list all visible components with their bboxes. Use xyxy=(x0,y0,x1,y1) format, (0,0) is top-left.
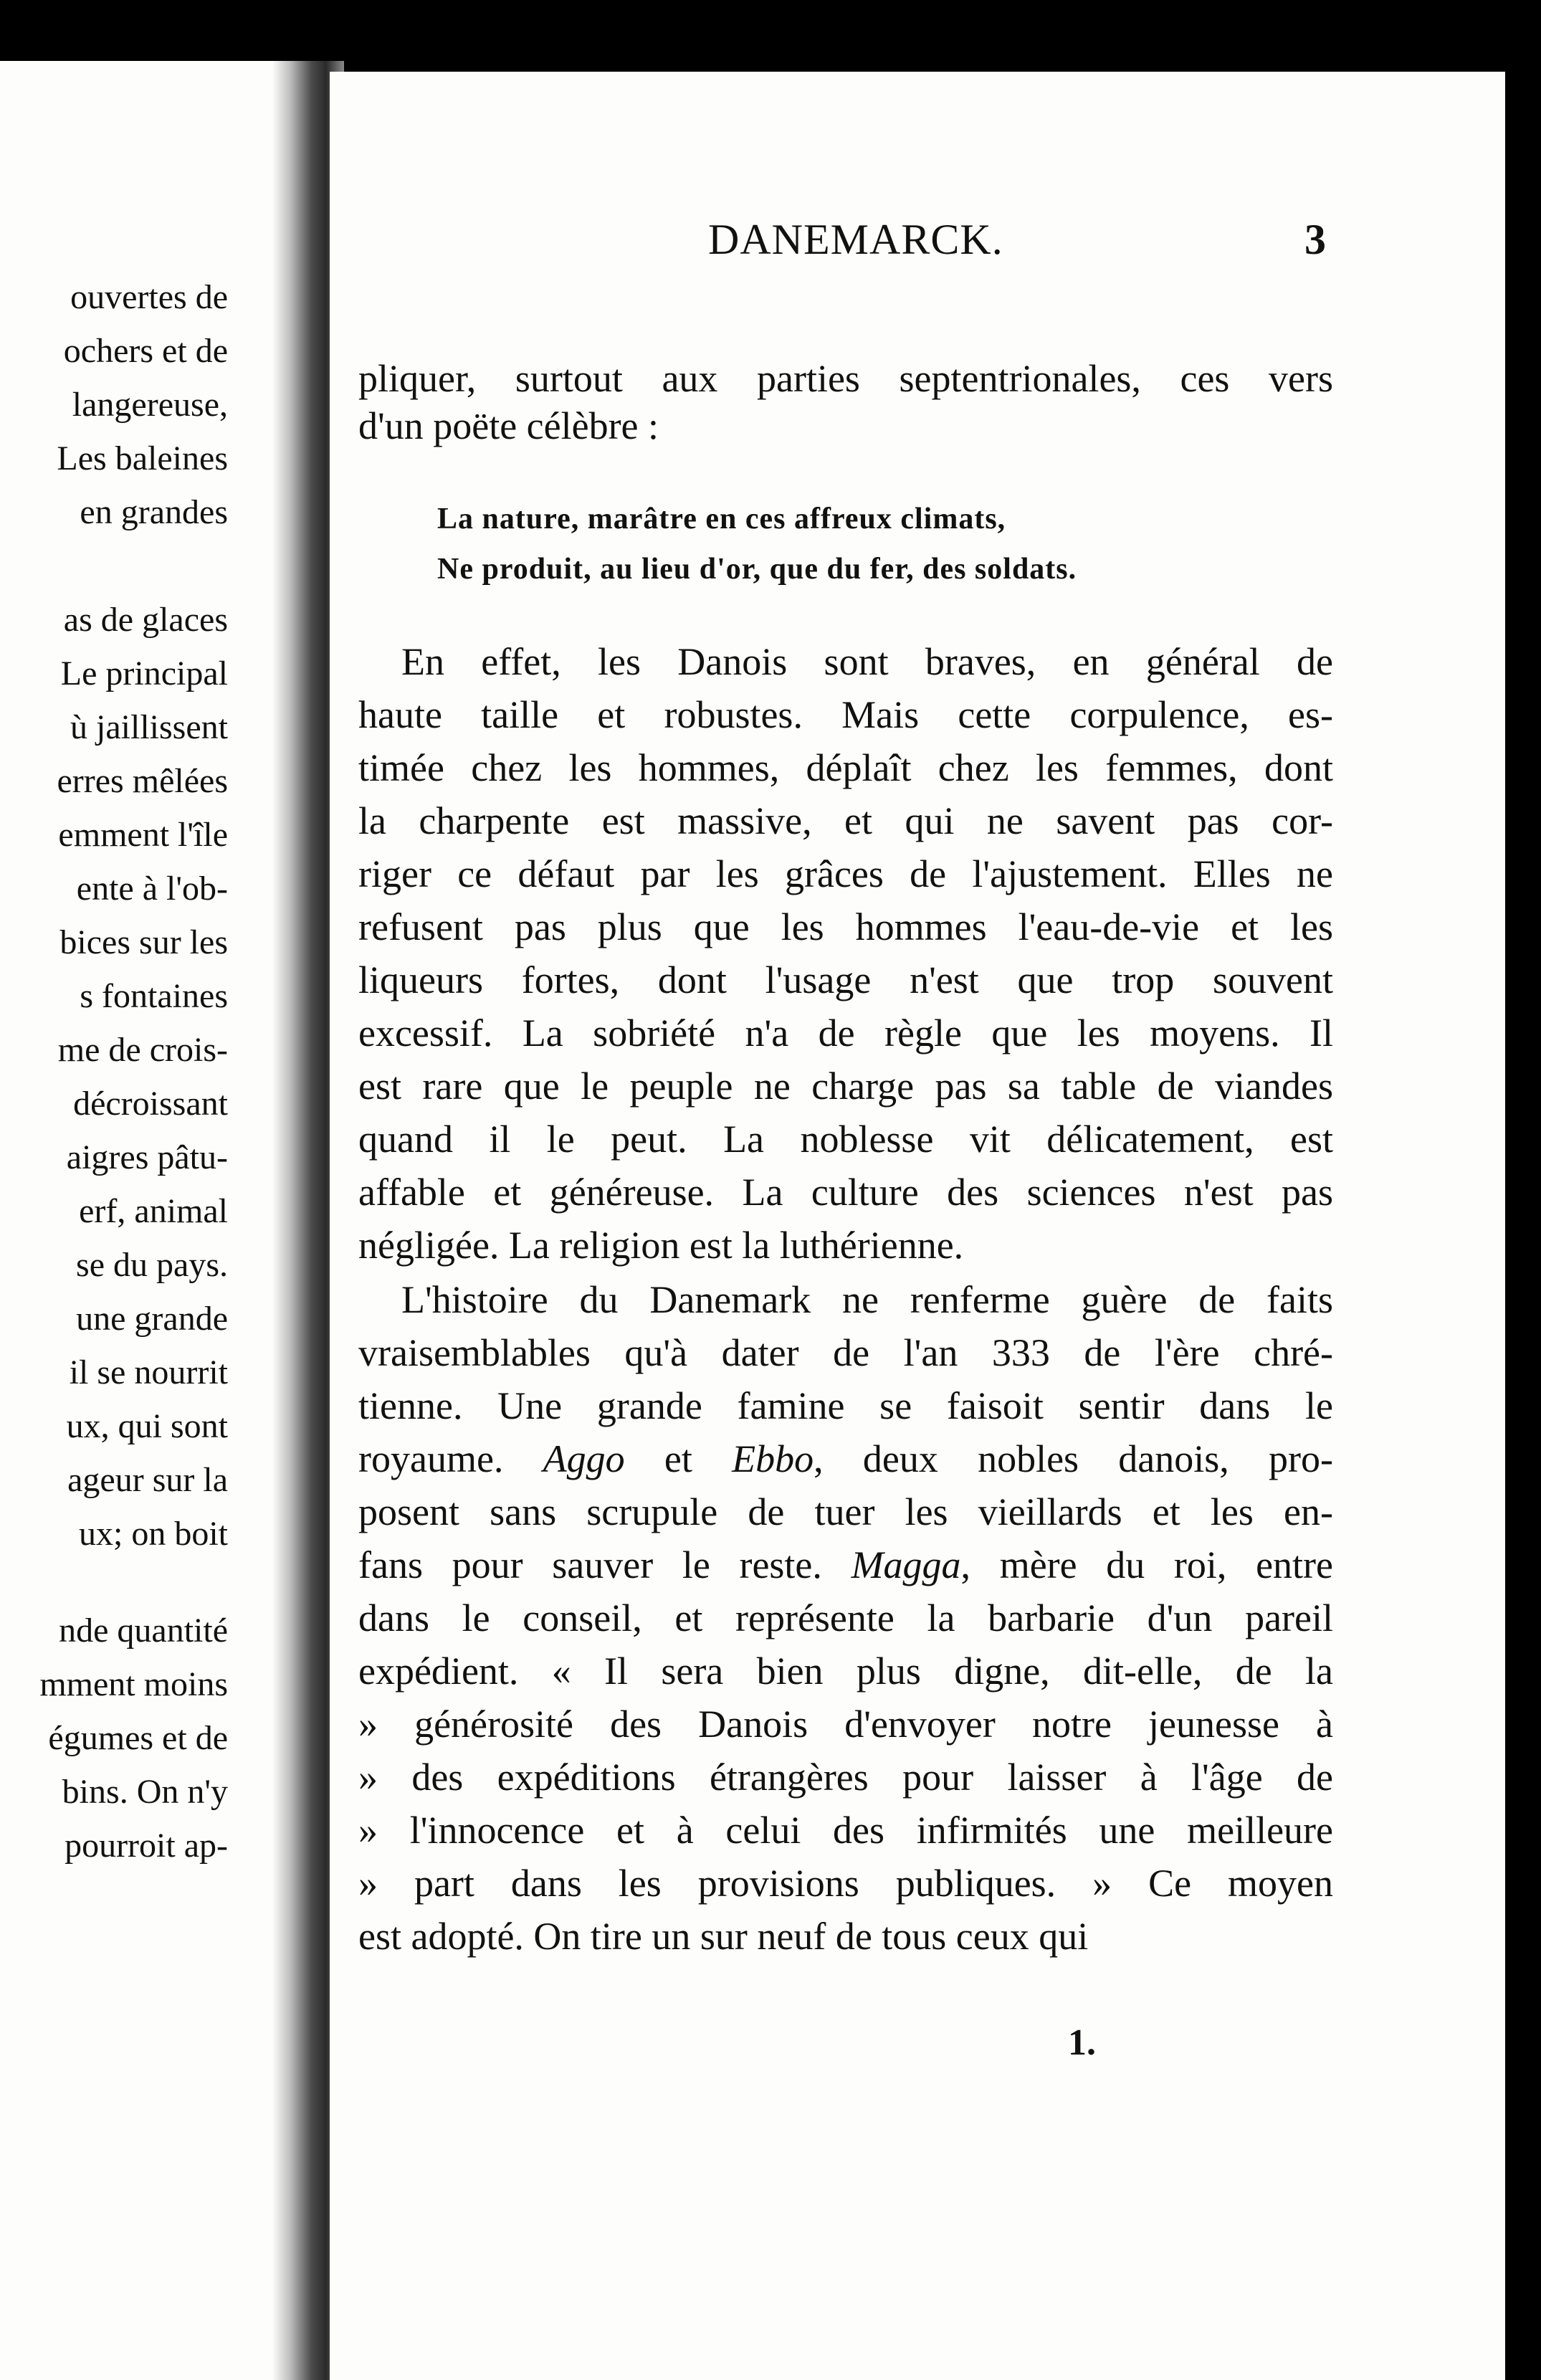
left-page-line: ochers et de xyxy=(63,332,228,370)
body-text-line: En effet, les Danois sont braves, en général de xyxy=(401,640,1333,683)
left-page-line: décroissant xyxy=(73,1085,228,1123)
left-page-line: Le principal xyxy=(60,654,228,692)
verse-line: Ne produit, au lieu d'or, que du fer, des soldats. xyxy=(437,553,1077,586)
body-text-line: expédient. « Il sera bien plus digne, dit-elle, de la xyxy=(358,1650,1333,1693)
body-text-line: liqueurs fortes, dont l'usage n'est que trop souvent xyxy=(358,958,1333,1001)
body-text-line: » des expéditions étrangères pour laisser à l'âge de xyxy=(358,1756,1333,1799)
left-page-line: bins. On n'y xyxy=(62,1773,228,1811)
left-page-line: ouvertes de xyxy=(70,278,228,316)
left-page-line: erf, animal xyxy=(79,1192,228,1230)
verse-line: La nature, marâtre en ces affreux climats, xyxy=(437,503,1006,536)
body-text-line: L'histoire du Danemark ne renferme guère de faits xyxy=(401,1278,1333,1321)
left-page-line: pourroit ap- xyxy=(65,1827,228,1865)
body-text-line: timée chez les hommes, déplaît chez les femmes, dont xyxy=(358,746,1333,789)
body-text-line: quand il le peut. La noblesse vit délicatement, est xyxy=(358,1118,1333,1161)
left-page-line: Les baleines xyxy=(57,439,228,477)
left-page-line: erres mêlées xyxy=(57,762,228,800)
body-text-line: tienne. Une grande famine se faisoit sentir dans le xyxy=(358,1384,1333,1427)
left-page-line: aigres pâtu- xyxy=(66,1138,228,1176)
body-text-line: dans le conseil, et représente la barbarie d'un pareil xyxy=(358,1596,1333,1639)
left-page-line: ente à l'ob- xyxy=(76,870,228,908)
left-page-line: nde quantité xyxy=(59,1612,228,1650)
italic-name: Aggo xyxy=(543,1437,625,1480)
running-head: DANEMARCK. xyxy=(708,216,1003,263)
body-text-line: est rare que le peuple ne charge pas sa table de viandes xyxy=(358,1065,1333,1108)
left-page-line: ù jaillissent xyxy=(70,708,228,746)
left-page-line: mment moins xyxy=(39,1665,228,1703)
left-page-line: langereuse, xyxy=(72,386,228,424)
body-text-line: » l'innocence et à celui des infirmités une meilleure xyxy=(358,1809,1333,1852)
left-page-line: ageur sur la xyxy=(67,1461,228,1499)
left-page-line: me de crois- xyxy=(57,1031,228,1069)
body-text-line: la charpente est massive, et qui ne savent pas cor- xyxy=(358,799,1333,842)
body-text-line: » générosité des Danois d'envoyer notre jeunesse à xyxy=(358,1703,1333,1746)
body-text-line: » part dans les provisions publiques. » Ce moyen xyxy=(358,1862,1333,1905)
body-text-line: refusent pas plus que les hommes l'eau-de-vie et les xyxy=(358,905,1333,948)
left-page-line: emment l'île xyxy=(58,816,228,854)
right-page xyxy=(330,72,1505,2380)
body-text-line: fans pour sauver le reste. Magga, mère du roi, entre xyxy=(358,1543,1333,1586)
body-text-line: est adopté. On tire un sur neuf de tous ceux qui xyxy=(358,1915,1089,1958)
intro-line: pliquer, surtout aux parties septentrionales, ces vers xyxy=(358,357,1333,400)
body-text-line: négligée. La religion est la luthérienne. xyxy=(358,1224,964,1267)
body-text-line: haute taille et robustes. Mais cette corpulence, es- xyxy=(358,693,1333,736)
body-text-line: vraisemblables qu'à dater de l'an 333 de l'ère chré- xyxy=(358,1331,1333,1374)
italic-name: Magga xyxy=(851,1543,961,1586)
body-text-line: royaume. Aggo et Ebbo, deux nobles danois, pro- xyxy=(358,1437,1333,1480)
left-page-line: se du pays. xyxy=(76,1246,228,1284)
page-number: 3 xyxy=(1304,216,1326,263)
left-page-line: égumes et de xyxy=(48,1719,228,1757)
left-page-line: s fontaines xyxy=(80,977,228,1015)
left-page-line: bices sur les xyxy=(59,923,228,961)
left-page-line: il se nourrit xyxy=(69,1353,228,1391)
left-page-line: ux; on boit xyxy=(78,1515,228,1553)
signature-mark: 1. xyxy=(1068,2022,1096,2063)
body-text-line: riger ce défaut par les grâces de l'ajustement. Elles ne xyxy=(358,852,1333,895)
italic-name: Ebbo xyxy=(732,1437,814,1480)
body-text-line: affable et généreuse. La culture des sciences n'est pas xyxy=(358,1171,1333,1214)
left-page-line: en grandes xyxy=(80,493,228,531)
left-page-line: ux, qui sont xyxy=(66,1407,228,1445)
left-page-line: une grande xyxy=(76,1300,228,1338)
body-text-line: posent sans scrupule de tuer les vieillards et les en- xyxy=(358,1490,1333,1533)
left-page-line: as de glaces xyxy=(63,601,228,639)
body-text-line: excessif. La sobriété n'a de règle que les moyens. Il xyxy=(358,1012,1333,1055)
left-page xyxy=(0,61,294,2380)
intro-line: d'un poëte célèbre : xyxy=(358,404,659,447)
